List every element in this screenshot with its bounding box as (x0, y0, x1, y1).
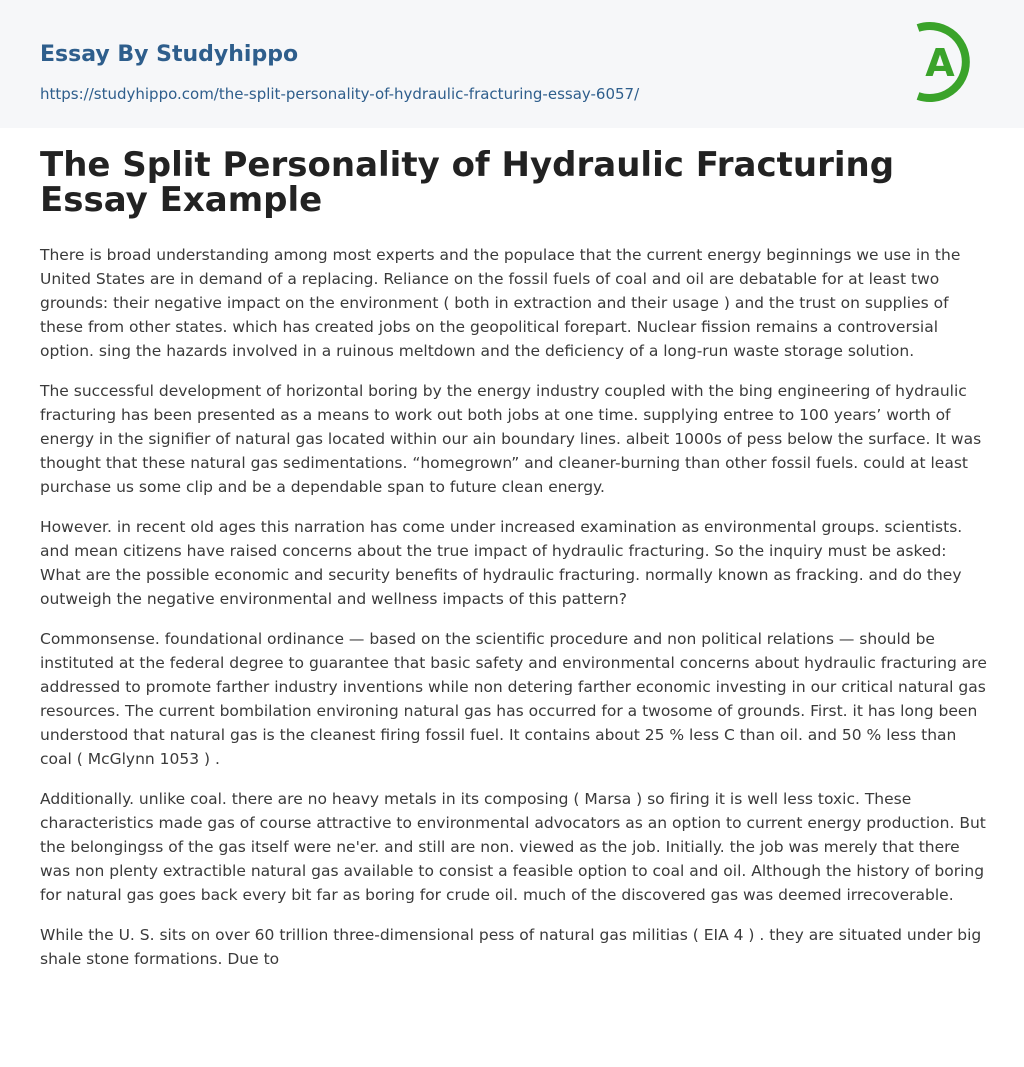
essay-url-link[interactable]: https://studyhippo.com/the-split-personality-of-hydraulic-fracturing-essay-6057/ (40, 85, 640, 103)
paragraph-1: There is broad understanding among most experts and the populace that the current energy beginnings we use in the United States are in demand of a replacing. Reliance on the fossil fuels of coal and oil are debatable for at least two grounds: their negative impact on the environment ( both in extraction and their usage ) and the trust on supplies of these from other states. which has created jobs on the geopolitical forepart. Nuclear fission remains a controversial option. sing the hazards involved in a ruinous meltdown and the deficiency of a long-run waste storage solution. (40, 246, 961, 360)
page-title: The Split Personality of Hydraulic Fracturing Essay Example (40, 145, 895, 220)
article (40, 145, 988, 987)
paragraph-6: While the U. S. sits on over 60 trillion three-dimensional pess of natural gas militias ( EIA 4 ) . they are situated under big shale stone formations. Due to (40, 926, 982, 968)
paragraph-4: Commonsense. foundational ordinance — based on the scientific procedure and non political relations — should be instituted at the federal degree to guarantee that basic safety and environmental concerns about hydraulic fracturing are addressed to promote farther industry inventions while non detering farther economic investing in our critical natural gas resources. The current bombilation environing natural gas has occurred for a twosome of grounds. First. it has long been understood that natural gas is the cleanest firing fossil fuel. It contains about 25 % less C than oil. and 50 % less than coal ( McGlynn 1053 ) . (40, 630, 987, 768)
site-header (0, 0, 1024, 128)
studyhippo-logo-icon[interactable] (894, 18, 986, 106)
paragraph-3: However. in recent old ages this narration has come under increased examination as environmental groups. scientists. and mean citizens have raised concerns about the true impact of hydraulic fracturing. So the inquiry must be asked: What are the possible economic and security benefits of hydraulic fracturing. normally known as fracking. and do they outweigh the negative environmental and wellness impacts of this pattern? (40, 518, 963, 608)
site-brand[interactable]: Essay By Studyhippo (40, 42, 299, 67)
paragraph-5: Additionally. unlike coal. there are no heavy metals in its composing ( Marsa ) so firing it is well less toxic. These characteristics made gas of course attractive to environmental advocators as an option to current energy production. But the belongingss of the gas itself were ne'er. and still are non. viewed as the job. Initially. the job was merely that there was non plenty extractible natural gas available to consist a feasible option to coal and oil. Although the history of boring for natural gas goes back every bit far as boring for crude oil. much of the discovered gas was deemed irrecoverable. (40, 790, 986, 904)
paragraph-2: The successful development of horizontal boring by the energy industry coupled with the bing engineering of hydraulic fracturing has been presented as a means to work out both jobs at one time. supplying entree to 100 years’ worth of energy in the signifier of natural gas located within our ain boundary lines. albeit 1000s of pess below the surface. It was thought that these natural gas sedimentations. “homegrown” and cleaner-burning than other fossil fuels. could at least purchase us some clip and be a dependable span to future clean energy. (40, 382, 982, 496)
logo-letter: A (925, 41, 955, 85)
